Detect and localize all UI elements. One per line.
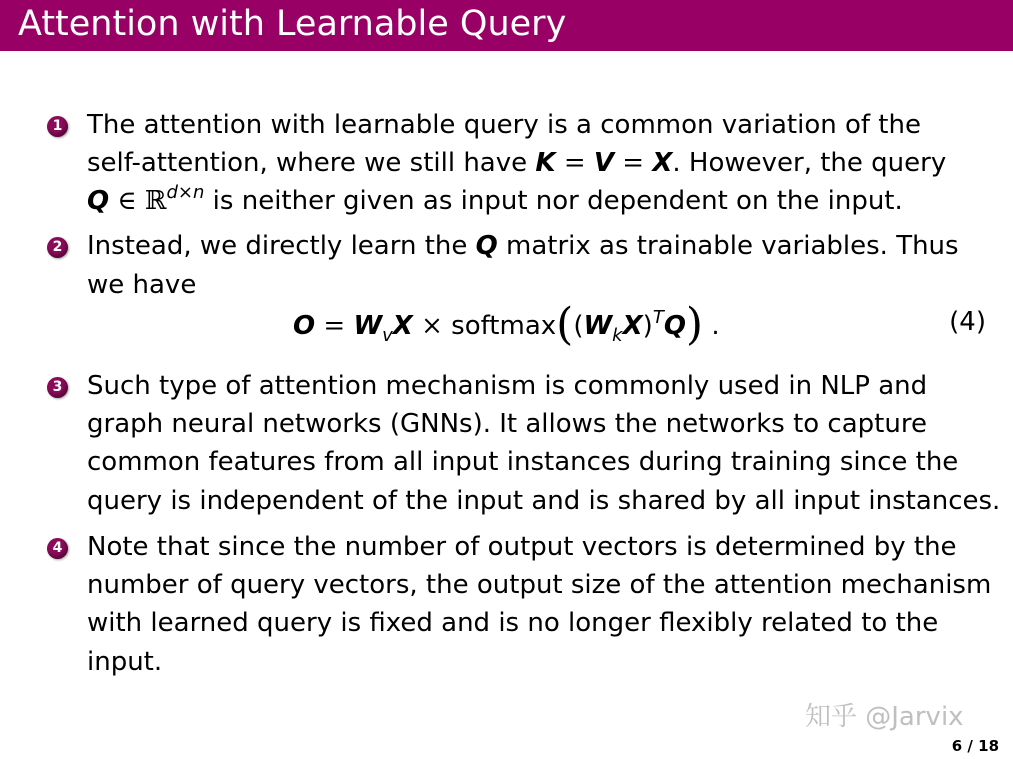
bullet-1: 1 [47,116,68,137]
item-4-line-3: with learned query is fixed and is no longer flexibly related to the [87,608,939,638]
slide-title: Attention with Learnable Query [18,4,567,44]
page-number: 6 / 18 [951,737,999,755]
item-4-line-1: Note that since the number of output vectors is determined by the [87,532,957,562]
item-1-line-2: self-attention, where we still have K = V = X. However, the query [87,148,947,178]
watermark: 知乎 @Jarvix [805,702,964,732]
bullet-2: 2 [47,237,68,258]
item-4-line-4: input. [87,647,163,677]
bullet-3: 3 [47,377,68,398]
item-1-line-1: The attention with learnable query is a common variation of the [87,110,921,140]
equation: $O = W_vX$ × $softmax((W_kX)^TQ)$ . [293,299,720,350]
item-4-line-2: number of query vectors, the output size of the attention mechanism [87,570,992,600]
item-3-line-1: Such type of attention mechanism is commonly used in NLP and [87,371,928,401]
item-2-line-1: Instead, we directly learn the Q matrix as trainable variables. Thus [87,231,959,261]
item-2-line-2: we have [87,270,197,300]
title-bar [0,0,1013,51]
softmax-label: softmax [451,311,557,341]
item-3-line-4: query is independent of the input and is shared by all input instances. [87,486,1001,516]
bullet-4: 4 [47,538,68,559]
item-3-line-2: graph neural networks (GNNs). It allows the networks to capture [87,409,927,439]
item-3-line-3: common features from all input instances during training since the [87,447,959,477]
item-1-line-3: Q ∈ ℝ$^{d\times n}$ is neither given as input nor dependent on the input. [87,182,903,216]
equation-number: (4) [949,307,986,337]
